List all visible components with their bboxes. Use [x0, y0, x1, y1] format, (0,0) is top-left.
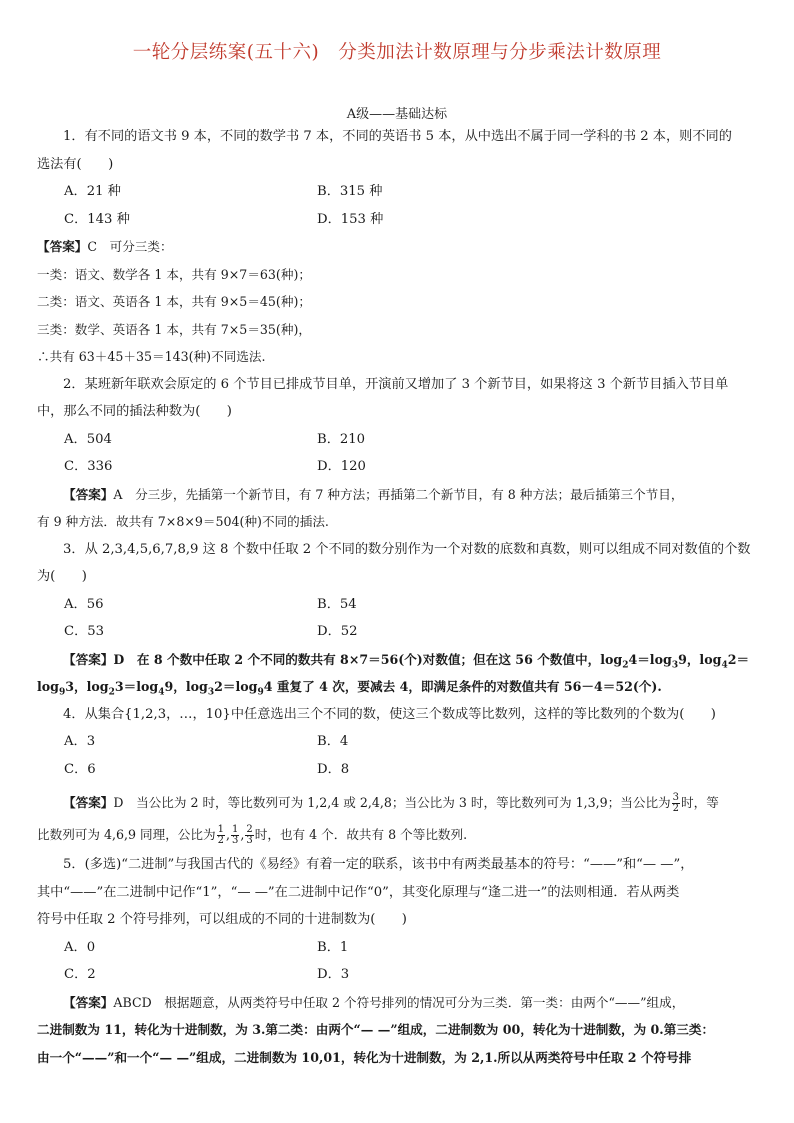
question-2-text-cont: 中，那么不同的插法种数为( ) — [37, 404, 232, 419]
question-3-answer-cont: $\log_93$，$\log_23=\log_49$，$\log_32=\log_94$ 重复了 4 次，要减去 4，即满足条件的对数值共有 56－4＝52(个). — [37, 679, 662, 698]
option-d: D．153 种 — [317, 211, 384, 227]
option-c: C．53 — [64, 624, 105, 639]
question-2-text: 2．某班新年联欢会原定的 6 个节目已排成节目单，开演前又增加了 3 个新节目，如果将这 3 个新节目插入节目单 — [63, 376, 729, 392]
question-1-answer: 【答案】C 可分三类： — [37, 239, 173, 254]
answer-tag: 【答案】 — [63, 994, 114, 1010]
option-a: A．504 — [64, 431, 112, 447]
question-1-text-cont: 选法有( ) — [37, 156, 114, 172]
fraction: $\frac{1}{2}$ — [217, 824, 224, 846]
answer-step: 一类：语文、数学各 1 本，共有 9×7＝63(种)； — [37, 266, 311, 282]
question-1-text: 1．有不同的语文书 9 本，不同的数学书 7 本，不同的英语书 5 本，从中选出不属于同一学科的书 2 本，则不同的 — [63, 129, 732, 144]
document-content — [37, 123, 759, 1071]
option-d: D．120 — [317, 459, 366, 474]
question-1-options-row-2 — [37, 206, 759, 234]
question-3-text: 3．从 2,3,4,5,6,7,8,9 这 8 个数中任取 2 个不同的数分别作为一个对数的底数和真数，则可以组成不同对数值的个数 — [63, 541, 751, 557]
answer-tag: 【答案】 — [63, 795, 114, 810]
answer-tag: 【答案】 — [37, 239, 88, 254]
answer-step: ∴共有 63＋45＋35＝143(种)不同选法. — [37, 349, 266, 364]
option-d: D．3 — [317, 967, 350, 982]
question-3-answer: 【答案】D 在 8 个数中任取 2 个不同的数共有 8×7＝56(个)对数值；但在这 56 个数值中，$\log_24=\log_39$，$\log_42=$ — [63, 651, 750, 671]
option-b: B．1 — [317, 939, 349, 955]
option-b: B．54 — [317, 596, 357, 612]
option-b: B．210 — [317, 431, 366, 447]
option-a: A．21 种 — [64, 184, 121, 199]
answer-step: 三类：数学、英语各 1 本，共有 7×5＝35(种)， — [37, 321, 311, 337]
question-5-text-cont: 符号中任取 2 个符号排列，可以组成的不同的十进制数为( ) — [37, 912, 407, 927]
question-1-options-row-1 — [37, 178, 759, 206]
question-5-text: 5．(多选)“二进制”与我国古代的《易经》有着一定的联系，该书中有两类最基本的符号：“——”和“— —”， — [63, 857, 694, 872]
question-2-answer-cont: 有 9 种方法．故共有 7×8×9＝504(种)不同的插法. — [37, 514, 329, 529]
option-b: B．4 — [317, 734, 349, 749]
option-b: B．315 种 — [317, 184, 383, 199]
option-d: D．52 — [317, 624, 358, 639]
question-3-options-row-1 — [37, 591, 759, 619]
question-4-answer-cont: 比数列可为 4,6,9 同理，公比为 $\frac{1}{2}$ , $\frac{1}{3}$ , $\frac{2}{3}$ 时，也有 4 个．故共有 8 个等比数列. — [37, 824, 468, 846]
option-c: C．2 — [64, 967, 96, 982]
fraction: $\frac{1}{3}$ — [231, 824, 239, 846]
section-heading: A级——基础达标 — [346, 107, 448, 122]
question-5-answer: 【答案】ABCD 根据题意，从两类符号中任取 2 个符号排列的情况可分为三类．第一类：由两个“——”组成， — [63, 994, 685, 1010]
option-c: C．143 种 — [64, 211, 130, 227]
question-4-options-row-2 — [37, 756, 759, 784]
question-5-options-row-1 — [37, 934, 759, 962]
option-d: D．8 — [317, 761, 350, 777]
option-a: A．56 — [64, 596, 104, 612]
question-5-text-cont: 其中“——”在二进制中记作“1”，“— —”在二进制中记作“0”，其变化原理与“逢二进一”的法则相通．若从两类 — [37, 884, 680, 900]
option-a: A．0 — [64, 939, 96, 955]
fraction: $\frac{3}{2}$ — [672, 792, 680, 814]
option-a: A．3 — [64, 734, 96, 749]
page-title: 一轮分层练案(五十六) 分类加法计数原理与分步乘法计数原理 — [132, 42, 662, 63]
question-5-options-row-2 — [37, 961, 759, 989]
question-5-answer-cont: 二进制数为 11，转化为十进制数，为 3.第二类：由两个“— —”组成，二进制数为 00，转化为十进制数，为 0.第三类： — [37, 1022, 715, 1037]
answer-tag: 【答案】 — [63, 651, 114, 667]
question-2-options-row-2 — [37, 453, 759, 481]
question-4-text: 4．从集合{1,2,3，…，10}中任意选出三个不同的数，使这三个数成等比数列，这样的等比数列的个数为( ) — [63, 706, 716, 722]
question-2-options-row-1 — [37, 426, 759, 454]
option-c: C．336 — [64, 459, 113, 474]
fraction: $\frac{2}{3}$ — [246, 824, 253, 846]
question-4-options-row-1 — [37, 728, 759, 756]
option-c: C．6 — [64, 761, 96, 777]
question-5-answer-cont: 由一个“——”和一个“— —”组成，二进制数为 10,01，转化为十进制数，为 2,1.所以从两类符号中任取 2 个符号排 — [37, 1049, 692, 1065]
answer-tag: 【答案】 — [63, 486, 114, 502]
question-3-options-row-2 — [37, 618, 759, 646]
question-2-answer: 【答案】A 分三步，先插第一个新节目，有 7 种方法；再插第二个新节目，有 8 种方法；最后插第三个节目， — [63, 486, 684, 502]
answer-step: 二类：语文、英语各 1 本，共有 9×5＝45(种)； — [37, 294, 311, 309]
question-4-answer: 【答案】D 当公比为 2 时，等比数列可为 1,2,4 或 2,4,8；当公比为 3 时，等比数列可为 1,3,9；当公比为 $\frac{3}{2}$ 时，等 — [63, 792, 719, 814]
question-3-text-cont: 为( ) — [37, 569, 87, 584]
